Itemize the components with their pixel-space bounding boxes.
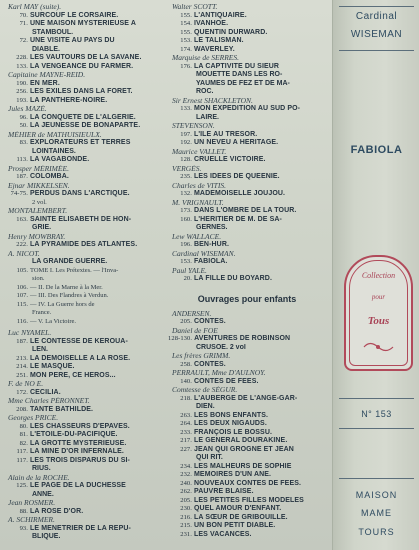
entry-text: WAVERLEY. — [194, 45, 235, 53]
author-name: Daniel de FOE — [172, 326, 218, 335]
book-title — [168, 420, 326, 429]
catalogue-number: 264. — [180, 420, 192, 427]
entry-text: MON EXPÉDITION AU SUD PO- — [194, 105, 301, 112]
spine-rule — [339, 50, 414, 51]
catalogue-number: 251. — [16, 371, 28, 379]
entry-text: — II. De la Marne à la Mer. — [30, 283, 103, 291]
book-title — [168, 29, 326, 38]
entry-text: LE GÉNÉRAL DOURAKINE. — [194, 437, 288, 444]
volume-entry — [4, 267, 162, 276]
book-title — [168, 395, 326, 404]
catalogue-number: 258. — [180, 360, 192, 368]
title-continuation: STAMBOUL. — [32, 28, 74, 36]
volume-entry — [4, 318, 162, 327]
title-continuation: ROC. — [196, 88, 214, 95]
entry-text: CONTES. — [194, 360, 226, 368]
catalogue-number: 70. — [19, 11, 28, 19]
book-title — [4, 156, 162, 165]
author-name: Henry MOWBRAY. — [8, 232, 66, 241]
catalogue-number: 80. — [19, 422, 28, 430]
entry-text: LA PYRAMIDE DES ATLANTES. — [30, 241, 138, 248]
catalogue-number: 231. — [180, 530, 192, 538]
author-name: F. de NO E. — [8, 380, 44, 388]
entry-text: L'ÉTOILE-DU-PACIFIQUE. — [30, 431, 118, 438]
entry-text: FABIOLA. — [194, 258, 228, 265]
entry-text: UN NEVEU A HÉRITAGE. — [194, 139, 279, 146]
catalogue-number: 176. — [180, 62, 192, 70]
entry-text: FRANÇOIS LE BOSSU. — [194, 428, 273, 436]
book-title — [4, 363, 162, 372]
entry-text: TANTE BATHILDE. — [30, 405, 94, 413]
catalogue-number: 155. — [180, 28, 192, 36]
book-title — [4, 173, 162, 182]
badge-line2: pour — [371, 293, 386, 301]
entry-text: L'ÎLE AU TRÉSOR. — [194, 130, 258, 138]
catalogue-number: 227. — [180, 445, 192, 453]
entry-text: — III. Des Flandres à Verdun. — [30, 292, 109, 299]
book-title — [4, 508, 162, 517]
book-title — [4, 63, 162, 72]
catalogue-number: 88. — [19, 507, 28, 515]
entry-text: BEN-HUR. — [194, 241, 230, 248]
catalogue-left-column — [4, 3, 162, 542]
catalogue-number: 173. — [180, 207, 192, 214]
book-title — [4, 37, 162, 46]
book-title — [4, 12, 162, 21]
catalogue-number: 205. — [180, 496, 192, 504]
author-name: Maurice VALLET. — [172, 147, 227, 156]
title-continuation: QUI RIT. — [196, 454, 223, 461]
entry-text: NOUVEAUX CONTES DE FÉES. — [194, 479, 302, 487]
entry-text: LA JEUNESSE DE BONAPARTE. — [30, 122, 141, 129]
title-continuation: BLIQUE. — [32, 533, 61, 540]
book-title — [4, 525, 162, 534]
entry-text: IVANHOÉ. — [194, 20, 229, 27]
book-title — [168, 446, 326, 455]
book-title — [4, 88, 162, 97]
catalogue-number: 128. — [180, 156, 192, 163]
collection-badge — [344, 255, 413, 371]
author-name: Walter SCOTT. — [172, 3, 218, 11]
catalogue-number: 20. — [183, 275, 192, 282]
catalogue-number: 72. — [19, 37, 28, 44]
entry-text: CRUELLE VICTOIRE. — [194, 156, 266, 163]
catalogue-number: 117. — [16, 456, 28, 464]
author-name: Cardinal WISEMAN. — [172, 249, 236, 258]
entry-text: SURCOUF LE CORSAIRE. — [30, 11, 119, 19]
book-title — [168, 335, 326, 344]
author-name: Charles de VITIS. — [172, 181, 226, 190]
spine-publisher-line1: MAISON — [355, 490, 398, 500]
author-name: Jean ROSMER. — [8, 499, 56, 507]
spine-publisher-line2: MAME — [361, 508, 392, 518]
entry-note: sion. — [32, 275, 45, 282]
catalogue-number: 71. — [19, 20, 28, 27]
entry-text: UNE VISITE AU PAYS DU — [30, 37, 115, 44]
book-title — [168, 429, 326, 438]
book-title — [4, 114, 162, 123]
entry-text: LES TROIS DISPARUS DU SI- — [30, 456, 130, 464]
entry-text: MON PÈRE, CE HÉROS... — [30, 371, 116, 379]
catalogue-number: 128-130. — [168, 335, 193, 342]
entry-text: LA CAPTIVITÉ DU SIEUR — [194, 62, 280, 70]
spine-publisher-line3: TOURS — [358, 527, 395, 537]
book-title — [168, 216, 326, 225]
entry-text: AVENTURES DE ROBINSON — [194, 335, 291, 342]
author-name: Luc NYAMEL. — [8, 329, 52, 337]
entry-text: L'AUBERGE DE L'ANGE-GAR- — [194, 394, 298, 402]
title-continuation: YAUMES DE FEZ ET DE MA- — [196, 79, 290, 87]
catalogue-number: 193. — [16, 96, 28, 104]
children-section-title: Ouvrages pour enfants — [197, 293, 297, 304]
book-title — [168, 46, 326, 55]
author-name: MONTALEMBERT. — [8, 207, 68, 215]
author-name: Lew WALLACE. — [172, 232, 222, 241]
author-name: Alain de la ROCHE. — [8, 473, 70, 482]
author-name: A. SCHIRMER. — [8, 516, 55, 524]
author-name: STEVENSON. — [172, 122, 215, 130]
catalogue-number: 233. — [180, 428, 192, 436]
entry-text: QUENTIN DURWARD. — [194, 28, 268, 36]
entry-text: LA GROTTE MYSTÉRIEUSE. — [30, 439, 127, 447]
book-title — [168, 437, 326, 446]
catalogue-number: 222. — [16, 241, 28, 248]
entry-text: UNE MAISON MYSTÉRIEUSE A — [30, 20, 136, 27]
book-title — [4, 241, 162, 250]
entry-text: LES IDÉES DE QUEENIE. — [194, 173, 280, 180]
catalogue-number: 172. — [16, 388, 28, 396]
book-title — [168, 20, 326, 29]
book-title — [168, 258, 326, 267]
volume-entry — [4, 284, 162, 293]
catalogue-number: 153. — [180, 258, 192, 265]
book-title — [168, 207, 326, 216]
entry-text: LES CHASSEURS D'ÉPAVES. — [30, 422, 130, 430]
catalogue-number: 218. — [180, 394, 192, 402]
catalogue-number: 107. — [16, 292, 28, 299]
author-name: MÉHIER de MATHUISIEULX. — [8, 130, 102, 139]
catalogue-number: 174. — [180, 45, 192, 53]
title-continuation: GRIE. — [32, 224, 52, 231]
author-name: Les frères GRIMM. — [172, 352, 231, 360]
title-continuation: DIEN. — [196, 403, 215, 410]
catalogue-number: 196. — [180, 241, 192, 248]
entry-text: LA FILLE DU BOYARD. — [194, 275, 272, 282]
volume-entry — [4, 301, 162, 310]
catalogue-number: 163. — [16, 215, 28, 223]
entry-text: TOME I. Les Prétextes. — l'Inva- — [30, 266, 119, 274]
entry-text: PERDUS DANS L'ARCTIQUE. — [30, 190, 130, 197]
entry-text: CONTES. — [194, 318, 226, 325]
spine-author-line2: WISEMAN — [350, 29, 403, 40]
entry-text: LE TALISMAN. — [194, 37, 244, 44]
title-continuation: RIUS. — [32, 465, 51, 472]
entry-text: LA SŒUR DE GRIBOUILLE. — [194, 513, 288, 521]
catalogue-number: 213. — [16, 354, 28, 362]
book-title — [168, 131, 326, 140]
catalogue-number: 105. — [16, 266, 28, 274]
catalogue-number: 205. — [180, 318, 192, 325]
entry-text: JEAN QUI GROGNE ET JEAN — [194, 445, 294, 453]
book-title — [168, 531, 326, 540]
author-name: Capitaine MAYNE-REID. — [8, 71, 86, 79]
book-title — [168, 156, 326, 165]
catalogue-number: 262. — [180, 488, 192, 495]
catalogue-number: 74-75. — [10, 190, 28, 197]
catalogue-number: 140. — [180, 377, 192, 385]
entry-text: LA VENGEANCE DU FARMER. — [30, 62, 134, 70]
book-title — [4, 97, 162, 106]
catalogue-number: 228. — [16, 54, 28, 61]
catalogue-number: 217. — [180, 437, 192, 444]
catalogue-number: 232. — [180, 471, 192, 478]
catalogue-number: 187. — [16, 173, 28, 180]
catalogue-number: 215. — [180, 522, 192, 529]
catalogue-number: 263. — [180, 411, 192, 419]
book-title — [168, 275, 326, 284]
book-title — [168, 318, 326, 327]
spine-rule — [339, 478, 414, 479]
entry-text: LA CONQUÊTE DE L'ALGÉRIE. — [30, 113, 136, 121]
book-title — [168, 105, 326, 114]
entry-text: — IV. La Guerre hors de — [30, 300, 95, 308]
entry-text: LE MASQUE. — [30, 363, 75, 370]
author-name: ANDERSEN. — [172, 309, 212, 318]
entry-text: DANS L'OMBRE DE LA TOUR. — [194, 207, 297, 214]
book-title — [4, 54, 162, 63]
catalogue-number: 133. — [180, 105, 192, 112]
entry-text: LES EXILÉS DANS LA FORÊT. — [30, 88, 133, 95]
book-title — [4, 20, 162, 29]
ornament-icon — [362, 339, 395, 355]
book-title — [4, 440, 162, 449]
author-name: A. NICOT. — [8, 249, 40, 258]
spine-number: N° 153 — [361, 409, 392, 419]
book-title — [168, 471, 326, 480]
entry-text: LES BONS ENFANTS. — [194, 411, 269, 419]
book-title — [168, 241, 326, 250]
catalogue-number: 132. — [180, 190, 192, 197]
title-continuation: CRUSOÉ. 2 vol — [196, 343, 246, 351]
spine-title: FABIOLA — [350, 144, 403, 156]
book-title — [168, 514, 326, 523]
title-continuation: LOINTAINES. — [32, 147, 76, 155]
author-name: VERGÈS. — [172, 164, 202, 173]
entry-text: LES DEUX NIGAUDS. — [194, 420, 267, 427]
catalogue-number: 93. — [19, 524, 28, 532]
spine-author-line1: Cardinal — [355, 11, 398, 22]
author-name: Sir Ernest SHACKLETON. — [172, 96, 253, 105]
book-title — [168, 497, 326, 506]
catalogue-number: 106. — [16, 283, 28, 291]
book-title — [4, 448, 162, 457]
entry-text: CONTES DE FÉES. — [194, 377, 259, 385]
catalogue-number: 214. — [16, 363, 28, 370]
book-title — [4, 423, 162, 432]
entry-text: PAUVRE BLAISE. — [194, 488, 254, 495]
entry-text: SAINTE ELISABETH DE HON- — [30, 215, 132, 223]
badge-line1: Collection — [361, 271, 396, 280]
book-title — [168, 522, 326, 531]
book-title — [4, 406, 162, 415]
entry-text: LA VAGABONDE. — [30, 156, 90, 163]
author-name: M. VRIGNAULT. — [172, 198, 224, 207]
entry-text: COLOMBA. — [30, 173, 69, 180]
entry-text: LA ROSE D'OR. — [30, 507, 84, 515]
title-continuation: LA GRANDE GUERRE. — [32, 258, 108, 265]
book-title — [168, 361, 326, 370]
catalogue-number: 192. — [180, 139, 192, 146]
book-title — [168, 378, 326, 387]
entry-text: L'HÉRITIER DE M. DE SA- — [194, 215, 282, 223]
catalogue-number: 50. — [19, 122, 28, 129]
entry-text: LES VACANCES. — [194, 530, 252, 538]
entry-text: LES PETITES FILLES MODÈLES — [194, 496, 304, 504]
catalogue-number: 82. — [19, 439, 28, 447]
catalogue-number: 160. — [180, 215, 192, 223]
title-continuation: LAIRE. — [196, 113, 219, 121]
entry-text: LE CONTESSE DE KEROUA- — [30, 337, 128, 345]
entry-text: — V. La Victoire. — [30, 317, 77, 325]
book-title — [168, 412, 326, 421]
book-title — [4, 80, 162, 89]
catalogue-number: 116. — [16, 317, 28, 325]
catalogue-number: 153. — [180, 37, 192, 44]
entry-text: LES MALHEURS DE SOPHIE — [194, 462, 292, 470]
entry-note: France. — [32, 309, 52, 316]
book-title — [4, 122, 162, 131]
book-title — [168, 139, 326, 148]
catalogue-number: 197. — [180, 130, 192, 138]
book-title — [168, 190, 326, 199]
catalogue-number: 83. — [19, 139, 28, 146]
book-title — [4, 389, 162, 398]
book-title — [4, 431, 162, 440]
catalogue-number: 256. — [16, 88, 28, 95]
entry-text: EN MER. — [30, 79, 60, 87]
catalogue-number: 187. — [16, 337, 28, 345]
spine-rule — [339, 398, 414, 399]
title-continuation: ANNE. — [32, 490, 54, 498]
book-title — [168, 173, 326, 182]
book-title — [4, 338, 162, 347]
book-title — [4, 372, 162, 381]
book-title — [4, 457, 162, 466]
book-title — [168, 463, 326, 472]
author-name: Prosper MÉRIMÉE. — [8, 164, 69, 173]
book-title — [168, 37, 326, 46]
book-title — [168, 480, 326, 489]
catalogue-number: 155. — [180, 11, 192, 19]
book-title — [168, 12, 326, 21]
spine-rule — [339, 6, 414, 7]
spine-rule — [339, 428, 414, 429]
entry-text: EXPLORATEURS ET TERRES — [30, 139, 131, 146]
author-name: Paul YALE. — [172, 266, 207, 275]
entry-text: LE PAGE DE LA DUCHESSE — [30, 482, 126, 489]
book-title — [4, 139, 162, 148]
book-title — [4, 355, 162, 364]
author-name: Georges PRICE. — [8, 414, 59, 422]
catalogue-number: 117. — [16, 448, 28, 455]
catalogue-number: 96. — [19, 113, 28, 121]
book-title — [168, 488, 326, 497]
catalogue-right-bottom — [168, 310, 326, 540]
author-name: Marquise de SERRES. — [172, 54, 239, 62]
badge-line3: Tous — [367, 315, 390, 327]
book-spine — [332, 0, 419, 550]
book-title — [4, 190, 162, 199]
entry-text: UN BON PETIT DIABLE. — [194, 522, 276, 529]
catalogue-number: 113. — [16, 156, 28, 163]
author-name: Jules MAZÉ. — [8, 105, 47, 113]
book-title — [4, 216, 162, 225]
catalogue-number: 230. — [180, 505, 192, 512]
entry-text: LE MÉNÉTRIER DE LA RÉPU- — [30, 524, 131, 532]
catalogue-number: 190. — [16, 79, 28, 87]
entry-text: QUEL AMOUR D'ENFANT. — [194, 505, 282, 512]
entry-text: LA PANTHÈRE-NOIRE. — [30, 96, 108, 104]
catalogue-number: 125. — [16, 482, 28, 489]
catalogue-number: 240. — [180, 479, 192, 487]
title-continuation: LEN. — [32, 346, 48, 353]
catalogue-number: 235. — [180, 173, 192, 180]
volume-entry — [4, 292, 162, 301]
author-name: Comtesse de SÉGUR. — [172, 386, 238, 394]
book-title — [4, 482, 162, 491]
entry-text: L'ANTIQUAIRE. — [194, 11, 247, 19]
author-name: Mme Charles PÉRONNET. — [8, 397, 90, 405]
spine-author — [333, 10, 419, 41]
entry-note: 2 vol. — [32, 198, 47, 206]
catalogue-right-top — [168, 3, 326, 284]
entry-text: MÉMOIRES D'UN ANE. — [194, 471, 272, 478]
catalogue-number: 154. — [180, 20, 192, 27]
catalogue-number: 216. — [180, 513, 192, 521]
title-continuation: MOUETTE DANS LES RO- — [196, 71, 283, 78]
entry-text: MADEMOISELLE JOUJOU. — [194, 190, 286, 197]
title-continuation: GERNES. — [196, 224, 228, 231]
catalogue-number: 81. — [19, 431, 28, 438]
catalogue-right-column — [168, 3, 326, 539]
catalogue-number: 115. — [16, 300, 28, 308]
catalogue-number: 133. — [16, 62, 28, 70]
book-title — [168, 505, 326, 514]
entry-text: LES VAUTOURS DE LA SAVANE. — [30, 54, 142, 61]
author-name: PERRAULT, Mme D'AULNOY. — [172, 369, 266, 377]
title-continuation: DIABLE. — [32, 45, 60, 53]
book-title — [168, 63, 326, 72]
catalogue-number: 234. — [180, 462, 192, 470]
entry-text: CÉCILIA. — [30, 388, 61, 396]
author-name: Karl MAY (suite). — [8, 3, 62, 11]
entry-text: LA MINE D'OR INFERNALE. — [30, 448, 124, 455]
catalogue-number: 208. — [16, 405, 28, 413]
entry-text: LA DEMOISELLE A LA ROSE. — [30, 354, 131, 362]
author-name: Ejnar MIKKELSEN. — [8, 181, 70, 190]
